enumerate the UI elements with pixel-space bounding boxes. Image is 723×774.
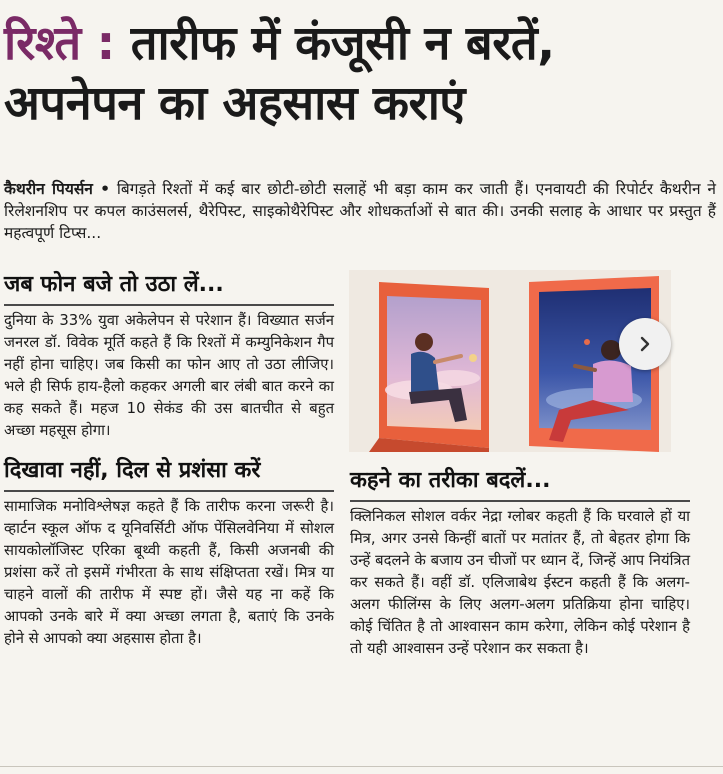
section-body-phone: दुनिया के 33% युवा अकेलेपन से परेशान हैं। विख्यात सर्जन जनरल डॉ. विवेक मूर्ति कहते हैं कि रिश्तों में कम्युनिकेशन गैप नहीं होना चाहिए। जब किसी का फोन आए तो उठा लीजिए। भले ही सिर्फ हाय-हैलो कहकर अगली बार लंबी बात करने का कह सकते हैं। महज 10 सेकंड की उस बातचीत से बहुत अच्छा महसूस होगा।: [4, 312, 334, 439]
headline-line-2: अपनेपन का अहसास कराएं: [4, 76, 465, 131]
page-bottom-divider: [0, 766, 723, 767]
section-heading-phone: जब फोन बजे तो उठा लें...: [4, 272, 224, 297]
left-column: [4, 270, 334, 650]
section-heading-style: कहने का तरीका बदलें...: [350, 468, 551, 493]
illustration-art: [349, 270, 671, 452]
section-divider: [4, 490, 334, 492]
intro-text: बिगड़ते रिश्तों में कई बार छोटी-छोटी सलाहें भी बड़ा काम कर जाती हैं। एनवायटी की रिपोर्टर कैथरीन ने रिलेशनशिप पर कपल काउंसलर्स, थैरेपिस्ट, साइकोथैरेपिस्ट और शोधकर्ताओं से बात की। उनकी सलाह के आधार पर प्रस्तुत हैं महत्वपूर्ण टिप्स...: [4, 180, 716, 242]
byline: कैथरीन पियर्सन •: [4, 180, 111, 198]
headline: [4, 14, 719, 134]
headline-line-1: [4, 14, 719, 74]
next-button[interactable]: [619, 318, 671, 370]
illustration-two-women-windows: [349, 270, 671, 452]
section-divider: [350, 500, 690, 502]
chevron-right-icon: [636, 335, 654, 353]
section-heading-praise: दिखावा नहीं, दिल से प्रशंसा करें: [4, 458, 261, 483]
headline-line-1-text: तारीफ में कंजूसी न बरतें,: [130, 16, 555, 71]
section-body-praise: सामाजिक मनोविश्लेषज्ञ कहते हैं कि तारीफ करना जरूरी है। व्हार्टन स्कूल ऑफ द यूनिवर्सिटी ऑफ पेंसिलवेनिया में सोशल सायकोलॉजिस्ट एरिका बूथ्वी कहती हैं, किसी अजनबी की प्रशंसा करें तो इसमें गंभीरता के साथ संक्षिप्तता रखें। मित्र या चाहने वालों की तारीफ में स्पष्ट हों। जैसे यह ना कहें कि आपको उनके बारे में क्या अच्छा लगता है, बताएं कि उनके होने से आपको क्या अहसास होता है।: [4, 498, 334, 647]
headline-kicker: रिश्ते :: [4, 16, 115, 71]
section-divider: [4, 304, 334, 306]
section-body-style: क्लिनिकल सोशल वर्कर नेद्रा ग्लोबर कहती हैं कि घरवाले हों या मित्र, अगर उनसे किन्हीं बातों पर मतांतर हैं, तो बेहतर होगा कि उन्हें बदलने के बजाय उन चीजों पर ध्यान दें, जिन्हें आप नियंत्रित कर सकते हैं। वहीं डॉ. एलिजाबेथ ईस्टन कहती हैं कि अलग-अलग फीलिंग्स के लिए अलग-अलग प्रतिक्रिया होना चाहिए। कोई चिंतित है तो आश्वासन काम करेगा, लेकिन कोई परेशान है तो यही आश्वासन उन्हें परेशान कर सकता है।: [350, 508, 690, 657]
right-column: [350, 466, 690, 660]
intro-paragraph: [4, 178, 716, 244]
